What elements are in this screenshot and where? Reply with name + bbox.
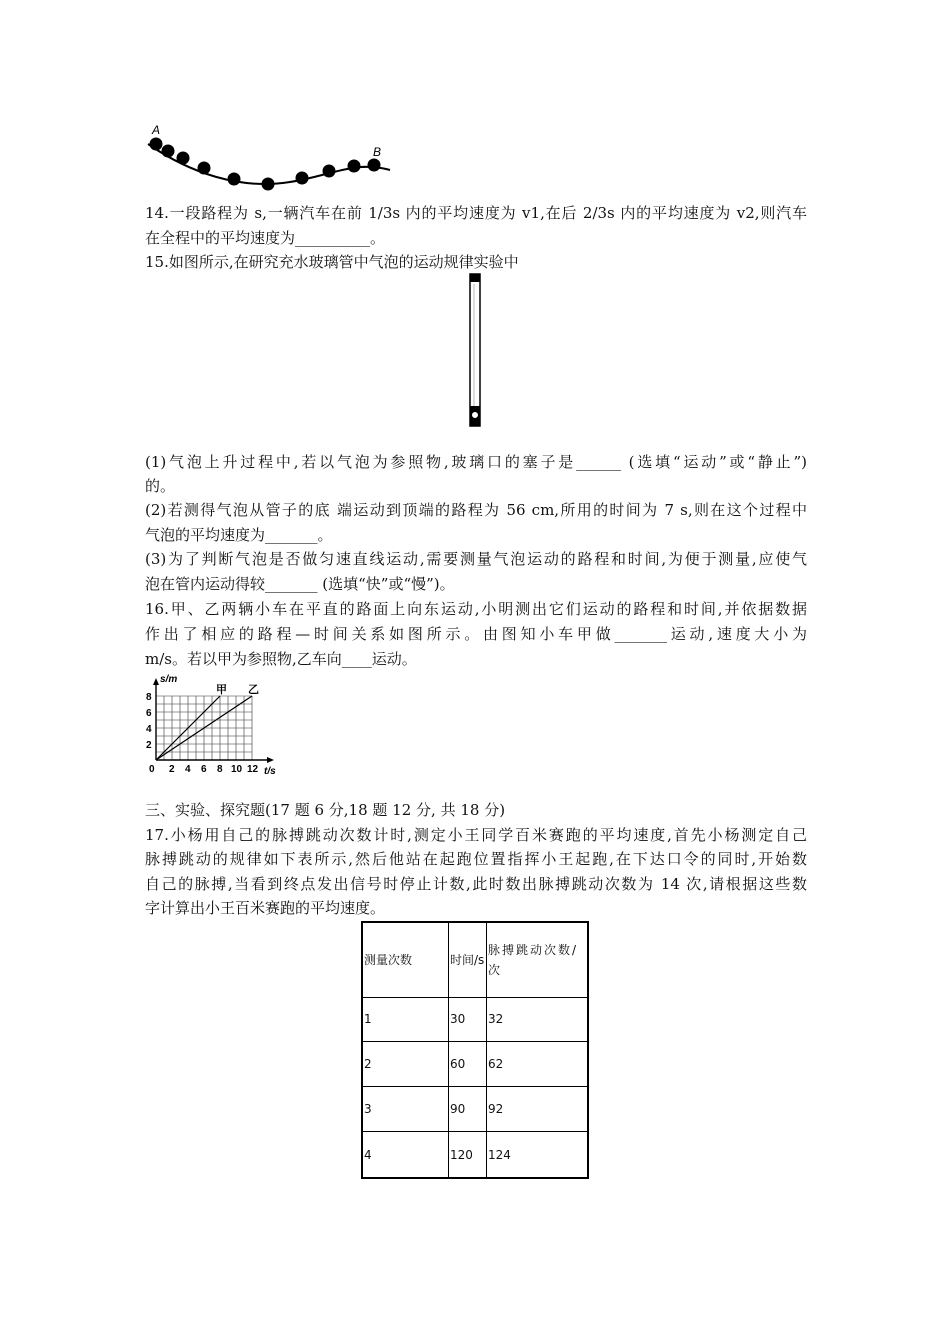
x-tick-label: 12 [247, 764, 259, 775]
y-tick-label: 4 [146, 724, 152, 735]
tube-stopper [470, 274, 480, 282]
q15-intro: 15.如图所示,在研究充水玻璃管中气泡的运动规律实验中 [145, 253, 519, 271]
table-header-row [362, 922, 588, 997]
legend-label: 乙 [248, 684, 259, 696]
ball [368, 159, 381, 172]
table-cell: 1 [362, 997, 449, 1042]
x-tick-label: 8 [217, 764, 223, 775]
q15-p2-line1: (2)若测得气泡从管子的底 端运动到顶端的路程为 56 cm,所用的时间为 7 s,则在这个过程中 [145, 501, 807, 519]
table-cell: 60 [449, 1042, 487, 1087]
q16-line1: 16.甲、乙两辆小车在平直的路面上向东运动,小明测出它们运动的路程和时间,并依据数据 [145, 600, 807, 618]
y-tick-label: 6 [146, 708, 152, 719]
ball [177, 152, 190, 165]
q14-line1: 14.一段路程为 s,一辆汽车在前 1/3s 内的平均速度为 v1,在后 2/3s 内的平均速度为 v2,则汽车 [145, 204, 807, 222]
table-cell: 62 [487, 1042, 589, 1087]
y-axis-label: s/m [160, 674, 178, 685]
track-figure [140, 118, 400, 198]
q17-line3: 自己的脉搏,当看到终点发出信号时停止计数,此时数出脉搏跳动次数为 14 次,请根据这些数 [145, 875, 807, 893]
x-tick-label: 6 [201, 764, 207, 775]
x-tick-label: 0 [149, 764, 155, 775]
section3-heading: 三、实验、探究题(17 题 6 分,18 题 12 分, 共 18 分) [145, 801, 506, 819]
q15-p2-line2: 气泡的平均速度为_______。 [145, 526, 333, 544]
ball [323, 165, 336, 178]
point-b-label: B [373, 145, 382, 159]
table-row [362, 997, 588, 1042]
ball [262, 178, 275, 191]
ball [228, 173, 241, 186]
y-tick-label: 2 [146, 740, 152, 751]
q15-p3-line2: 泡在管内运动得较_______ (选填“快”或“慢”)。 [145, 575, 455, 593]
table-row [362, 1132, 588, 1178]
glass-tube-figure [462, 272, 488, 430]
table-cell: 124 [487, 1132, 589, 1178]
table-cell: 30 [449, 997, 487, 1042]
q17-line2: 脉搏跳动的规律如下表所示,然后他站在起跑位置指挥小王起跑,在下达口令的同时,开始数 [145, 850, 807, 868]
ball [150, 138, 163, 151]
table-row [362, 1042, 588, 1087]
q15-p1-line2: 的。 [145, 477, 176, 495]
q15-p3-line1: (3)为了判断气泡是否做匀速直线运动,需要测量气泡运动的路程和时间,为便于测量,应使气 [145, 550, 807, 568]
table-row [362, 1087, 588, 1132]
x-axis-arrow [267, 757, 274, 763]
table-cell: 3 [362, 1087, 449, 1132]
table-cell: 4 [362, 1132, 449, 1178]
st-chart [138, 672, 283, 782]
q16-line2: 作出了相应的路程—时间关系如图所示。由图知小车甲做_______运动,速度大小为 [145, 625, 807, 643]
ball [296, 172, 309, 185]
ball [348, 160, 361, 173]
x-tick-label: 10 [231, 764, 243, 775]
table-cell: 90 [449, 1087, 487, 1132]
bubble [472, 412, 479, 419]
header-cell: 时间/s [449, 922, 487, 997]
x-tick-label: 4 [185, 764, 191, 775]
tube-body [470, 274, 480, 426]
q15-p1-line1: (1)气泡上升过程中,若以气泡为参照物,玻璃口的塞子是______ (选填“运动”或“静止”) [145, 453, 807, 471]
y-tick-label: 8 [146, 692, 152, 703]
q17-line1: 17.小杨用自己的脉搏跳动次数计时,测定小王同学百米赛跑的平均速度,首先小杨测定自己 [145, 826, 807, 844]
q14-line2: 在全程中的平均速度为__________。 [145, 229, 386, 247]
ball [162, 145, 175, 158]
table-cell: 92 [487, 1087, 589, 1132]
header-cell: 测量次数 [362, 922, 449, 997]
table-cell: 32 [487, 997, 589, 1042]
q16-line3: m/s。若以甲为参照物,乙车向____运动。 [145, 650, 417, 668]
table-cell: 120 [449, 1132, 487, 1178]
table-cell: 2 [362, 1042, 449, 1087]
ball [198, 162, 211, 175]
point-a-label: A [152, 123, 161, 137]
q17-line4: 字计算出小王百米赛跑的平均速度。 [145, 899, 386, 917]
header-cell: 脉搏跳动次数/次 [487, 922, 589, 997]
pulse-table [361, 921, 589, 1179]
legend-label: 甲 [216, 684, 227, 696]
y-axis-arrow [153, 678, 159, 685]
x-tick-label: 2 [169, 764, 175, 775]
x-axis-label: t/s [264, 766, 276, 777]
